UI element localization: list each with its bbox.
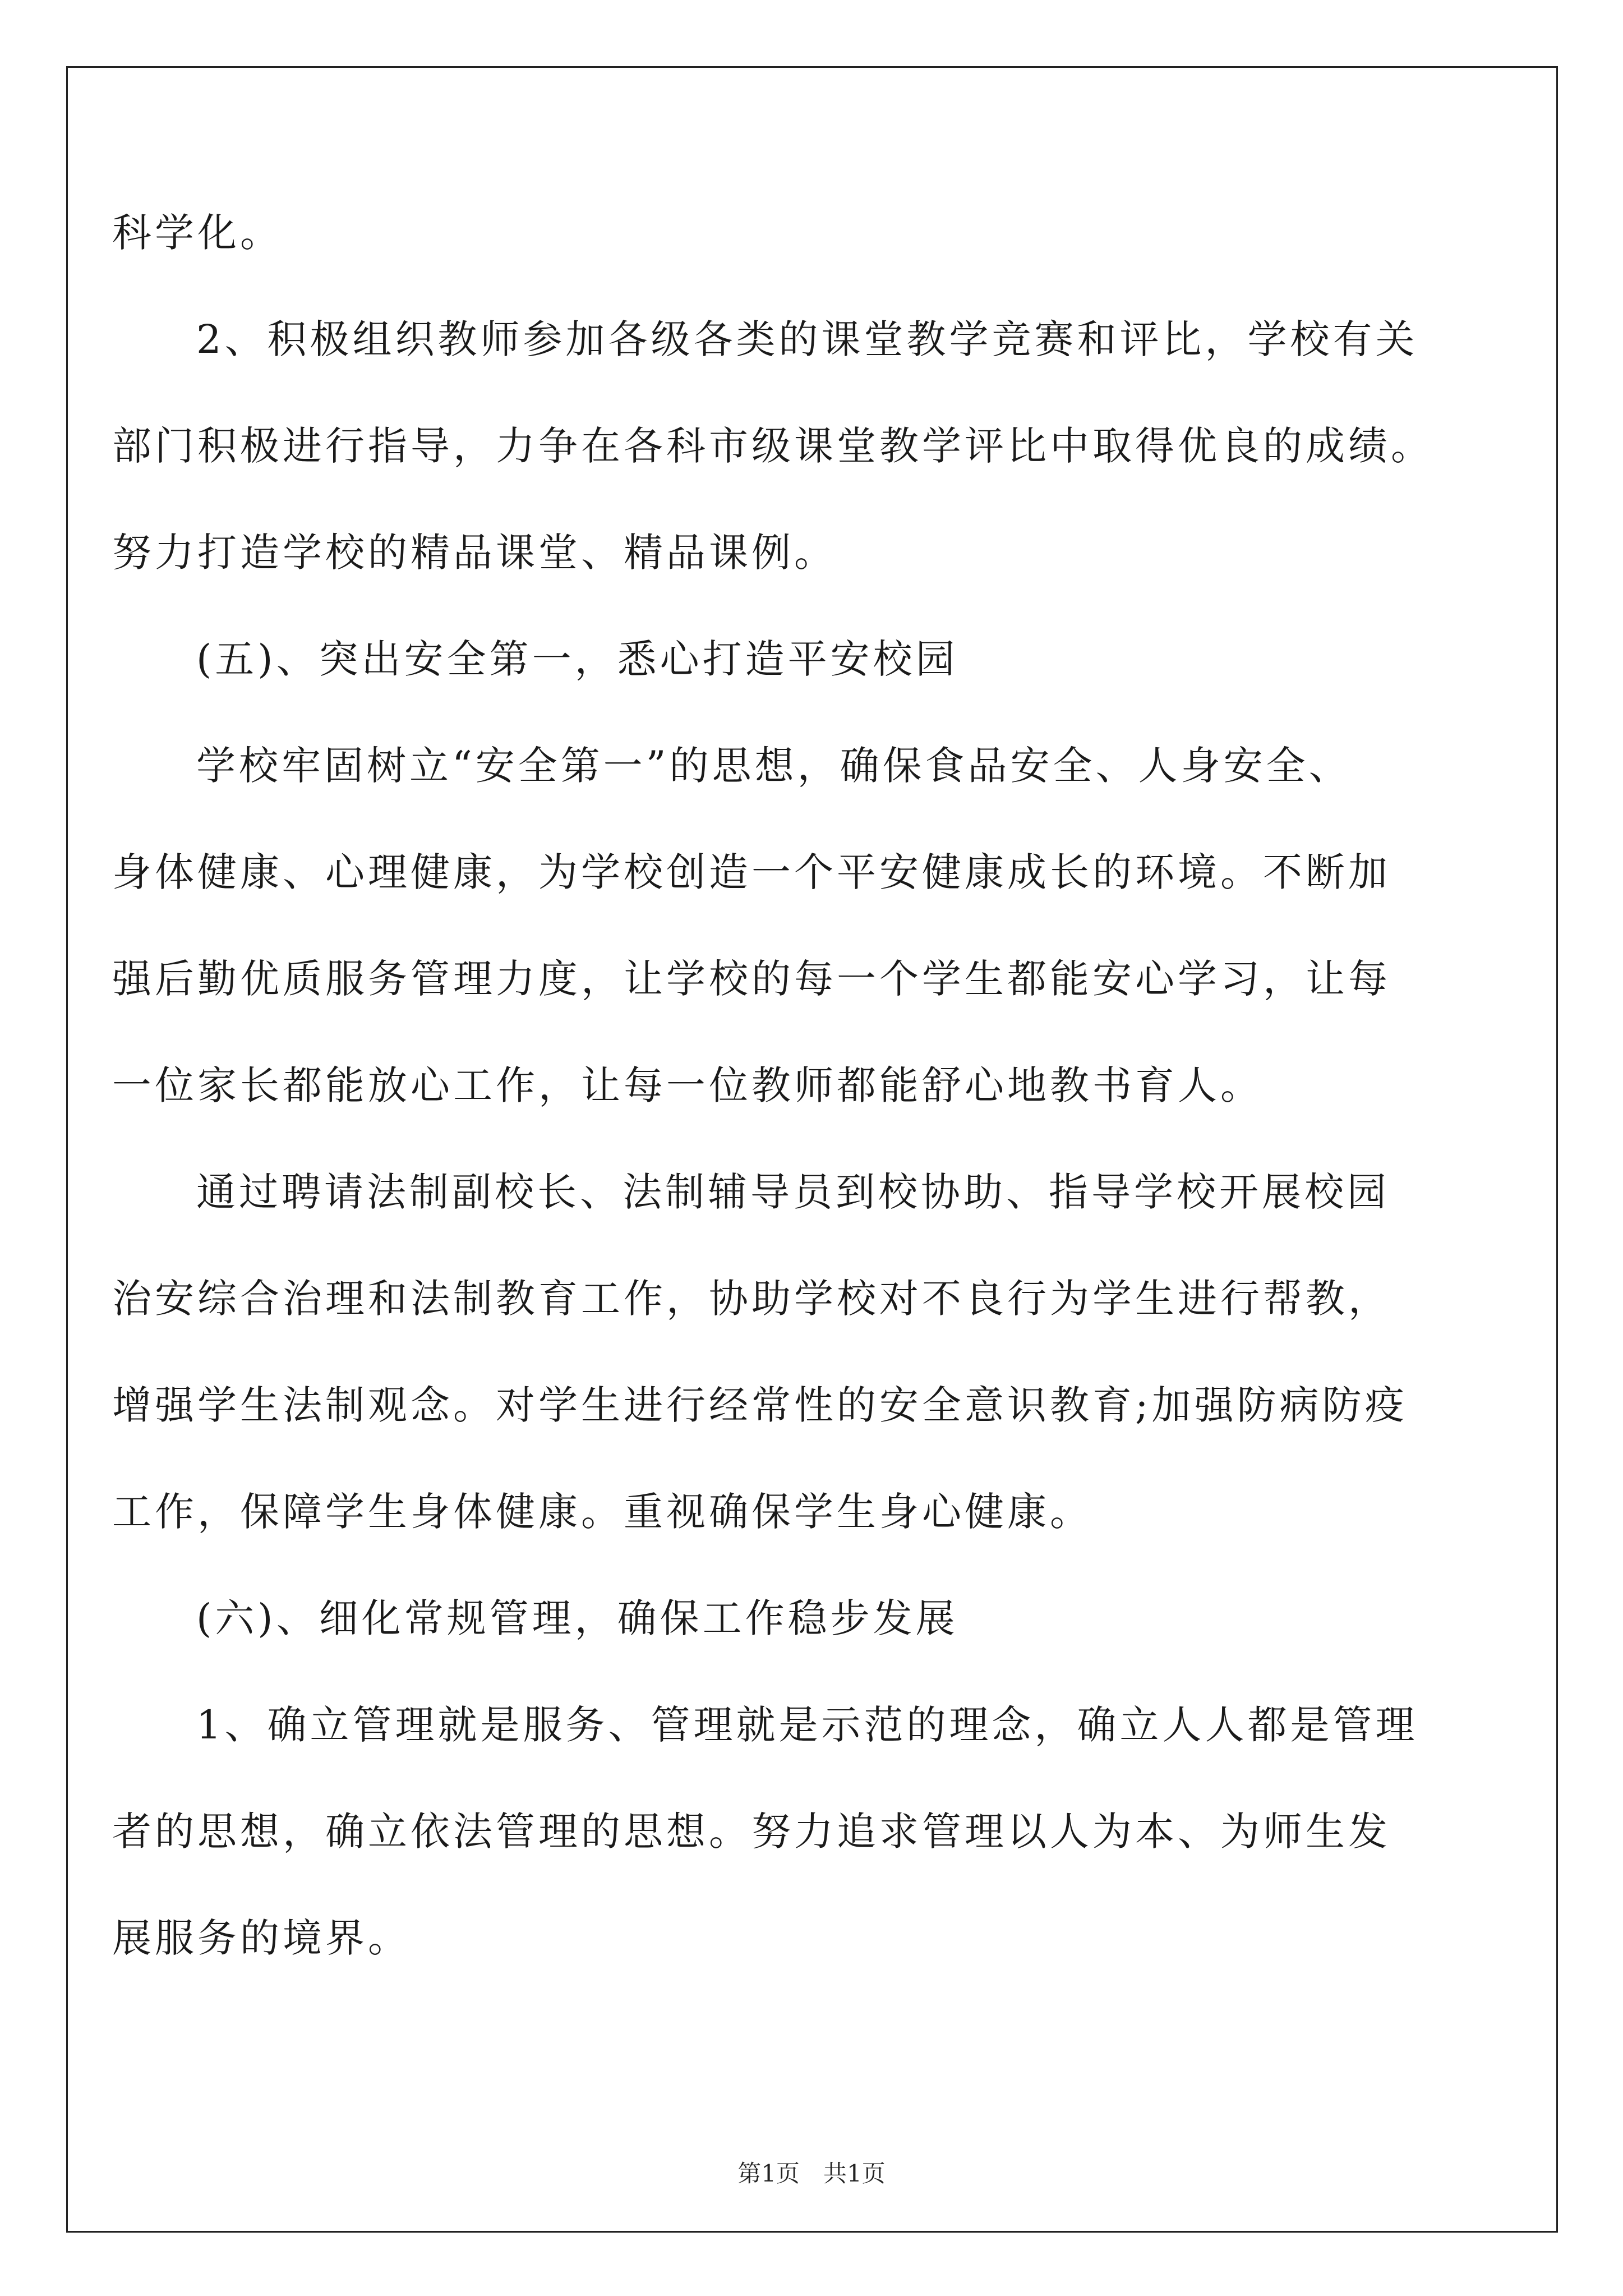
paragraph-line: 科学化。 <box>112 210 283 256</box>
paragraph-line: 一位家长都能放心工作，让每一位教师都能舒心地教书育人。 <box>112 1062 1263 1108</box>
paragraph-line: 身体健康、心理健康，为学校创造一个平安健康成长的环境。不断加 <box>112 849 1391 895</box>
page-footer: 第1页 共1页 <box>737 2160 886 2187</box>
paragraph-line: 治安综合治理和法制教育工作，协助学校对不良行为学生进行帮教， <box>112 1276 1391 1322</box>
page-border <box>66 66 1558 2233</box>
paragraph-line: 学校牢固树立“安全第一”的思想，确保食品安全、人身安全、 <box>196 743 1352 789</box>
paragraph-line: 2、积极组织教师参加各级各类的课堂教学竞赛和评比，学校有关 <box>196 316 1418 362</box>
paragraph-line: 展服务的境界。 <box>112 1915 411 1961</box>
paragraph-line: 工作，保障学生身体健康。重视确保学生身心健康。 <box>112 1489 1092 1535</box>
paragraph-line: 努力打造学校的精品课堂、精品课例。 <box>112 530 837 576</box>
paragraph-line: 强后勤优质服务管理力度，让学校的每一个学生都能安心学习，让每 <box>112 956 1391 1002</box>
paragraph-line: 增强学生法制观念。对学生进行经常性的安全意识教育;加强防病防疫 <box>112 1382 1408 1428</box>
paragraph-line: 部门积极进行指导，力争在各科市级课堂教学评比中取得优良的成绩。 <box>112 423 1433 469</box>
section-heading: (五)、突出安全第一，悉心打造平安校园 <box>196 636 958 682</box>
paragraph-line: 者的思想，确立依法管理的思想。努力追求管理以人为本、为师生发 <box>112 1809 1391 1855</box>
paragraph-line: 通过聘请法制副校长、法制辅导员到校协助、指导学校开展校园 <box>196 1169 1390 1215</box>
paragraph-line: 1、确立管理就是服务、管理就是示范的理念，确立人人都是管理 <box>196 1702 1418 1748</box>
section-heading: (六)、细化常规管理，确保工作稳步发展 <box>196 1595 958 1641</box>
